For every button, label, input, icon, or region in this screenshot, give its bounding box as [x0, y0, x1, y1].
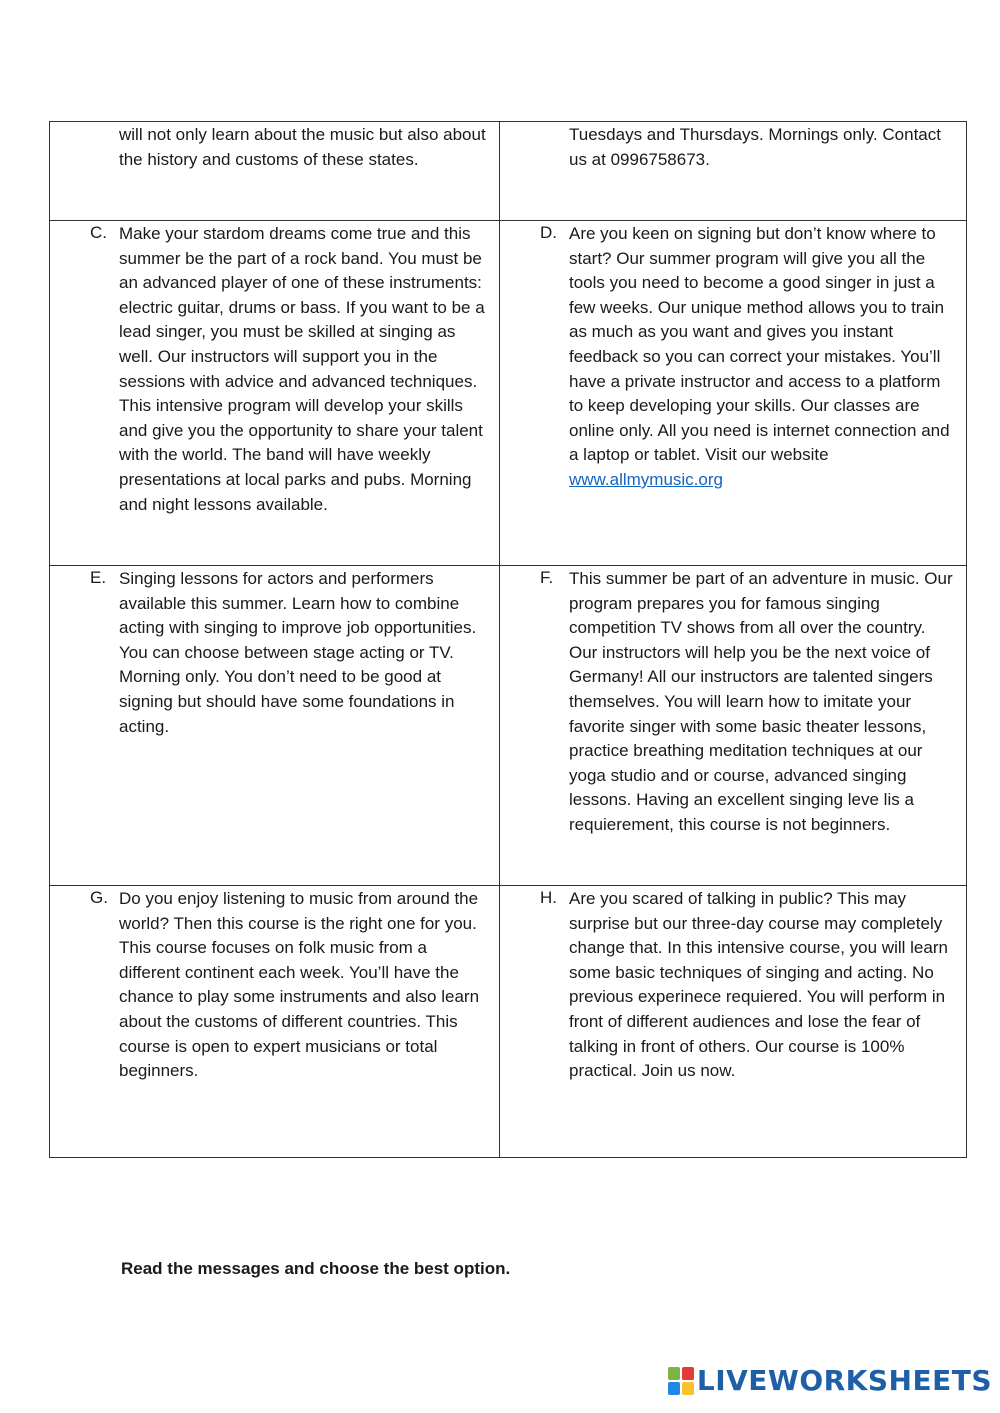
ad-text-body: Are you keen on signing but don’t know where to start? Our summer program will give you all the tools you need to become a good singer in just a few weeks. Our unique method allows you to train as much as you want and gives you instant feedback so you can correct your mistakes. You’ll have a private instructor and access to a platform to keep developing your skills. Our classes are online only. All you need is internet connection and a laptop or tablet. Visit our website — [569, 224, 950, 465]
table-row — [50, 122, 967, 221]
table-row — [50, 566, 967, 886]
ads-table — [49, 121, 967, 1158]
website-link[interactable]: www.allmymusic.org — [569, 469, 723, 489]
ad-letter: C. — [90, 223, 107, 242]
logo-text: LIVEWORKSHEETS — [696, 1364, 992, 1397]
logo-square — [668, 1382, 680, 1395]
ad-letter: E. — [90, 568, 107, 587]
ad-text: Singing lessons for actors and performers available this summer. Learn how to combine acting with singing to improve job opportunities. You can choose between stage acting or TV. Morning only. You don’t need to be good at signing but should have some foundations in acting. — [119, 569, 477, 736]
ad-letter: D. — [540, 223, 557, 242]
ad-cell-f — [500, 566, 967, 886]
ad-text: Are you scared of talking in public? This may surprise but our three-day course may completely change that. In this intensive course, you will learn some basic techniques of singing and acting. No previous experinece requiered. You will perform in front of different audiences and lose the fear of talking in front of others. Our course is 100% practical. Join us now. — [569, 889, 948, 1081]
logo-mark-icon — [668, 1367, 694, 1395]
ad-cell-g — [50, 886, 500, 1158]
ad-letter: H. — [540, 888, 557, 907]
logo-square — [682, 1382, 694, 1395]
ad-cell-continued-left — [50, 122, 500, 221]
ad-text: Make your stardom dreams come true and this summer be the part of a rock band. You must be an advanced player of one of these instruments: electric guitar, drums or bass. If you want to be a lead singer, you must be skilled at singing as well. Our instructors will support you in the sessions with advice and advanced techniques. This intensive program will develop your skills and give you the opportunity to share your talent with the world. The band will have weekly presentations at local parks and pubs. Morning and night lessons available. — [119, 224, 485, 514]
ad-cell-h — [500, 886, 967, 1158]
ad-letter: G. — [90, 888, 108, 907]
table-row — [50, 886, 967, 1158]
liveworksheets-logo — [668, 1364, 992, 1397]
ad-cell-e — [50, 566, 500, 886]
ad-cell-c — [50, 221, 500, 566]
ad-text: Tuesdays and Thursdays. Mornings only. Contact us at 0996758673. — [569, 125, 941, 169]
ad-text — [569, 222, 958, 493]
logo-square — [682, 1367, 694, 1380]
ad-letter: F. — [540, 568, 554, 587]
logo-square — [668, 1367, 680, 1380]
ad-text: will not only learn about the music but also about the history and customs of these states. — [119, 125, 486, 169]
ad-text: This summer be part of an adventure in music. Our program prepares you for famous singing competition TV shows from all over the country. Our instructors will help you be the next voice of Germany! All our instructors are talented singers themselves. You will learn how to imitate your favorite singer with some basic theater lessons, practice breathing meditation techniques at our yoga studio and or course, advanced singing lessons. Having an excellent singing leve lis a requierement, this course is not beginners. — [569, 569, 953, 834]
ad-text: Do you enjoy listening to music from around the world? Then this course is the right one for you. This course focuses on folk music from a different continent each week. You’ll have the chance to play some instruments and also learn about the customs of different countries. This course is open to expert musicians or total beginners. — [119, 889, 480, 1081]
instruction-text: Read the messages and choose the best option. — [121, 1259, 511, 1278]
table-row — [50, 221, 967, 566]
ad-cell-d — [500, 221, 967, 566]
ad-cell-continued-right — [500, 122, 967, 221]
